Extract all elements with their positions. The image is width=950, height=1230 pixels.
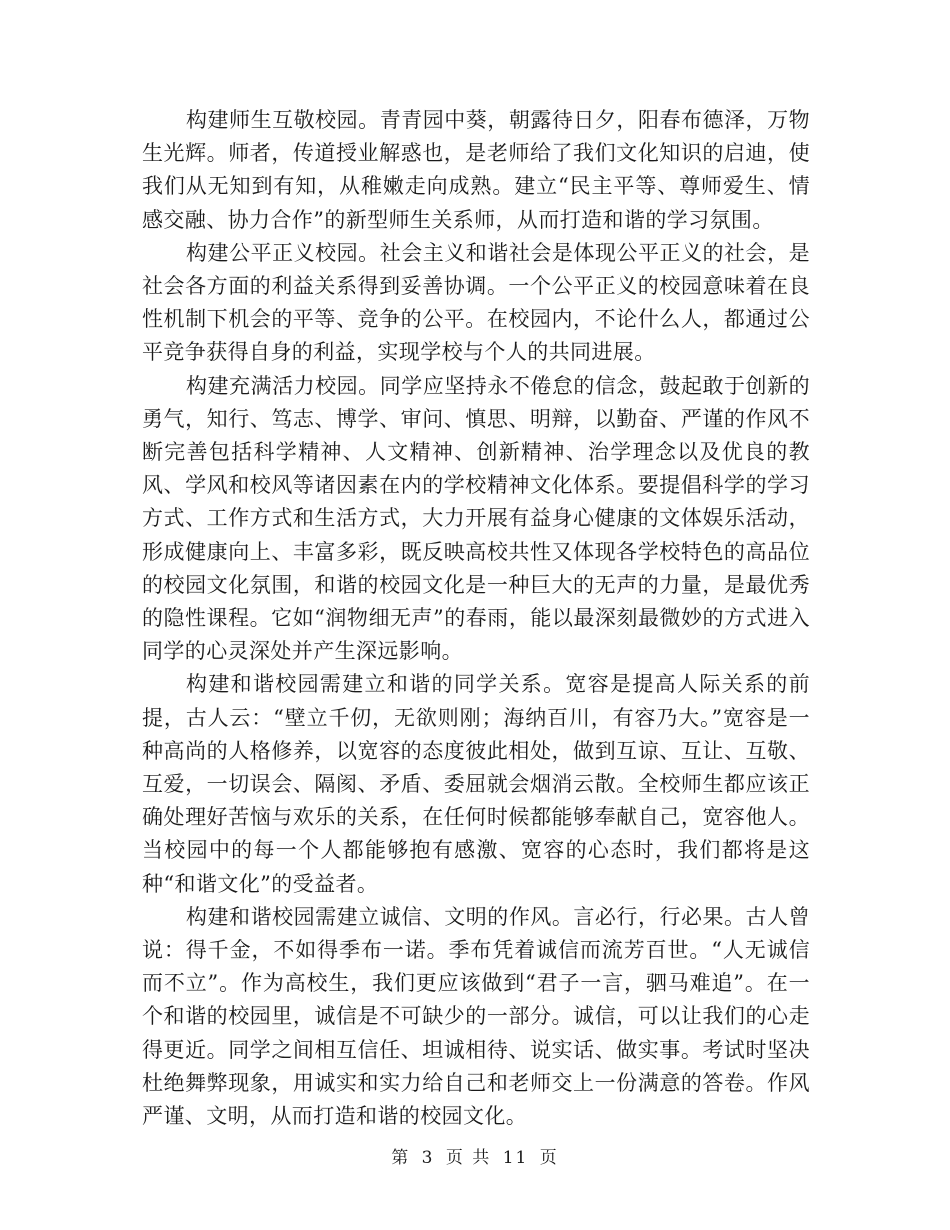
footer-prefix: 第 <box>391 1148 411 1168</box>
footer-middle: 页 共 <box>445 1148 492 1168</box>
footer-current-page: 3 <box>421 1148 435 1168</box>
footer-suffix: 页 <box>539 1148 559 1168</box>
paragraph-fairness: 构建公平正义校园。社会主义和谐社会是体现公平正义的社会，是社会各方面的利益关系得到妥善协调。一个公平正义的校园意味着在良性机制下机会的平等、竞争的公平。在校园内，不论什么人，都通过公平竞争获得自身的利益，实现学校与个人的共同进展。 <box>142 240 810 365</box>
paragraph-classmate-relations: 构建和谐校园需建立和谐的同学关系。宽容是提高人际关系的前提，古人云：“壁立千仞，无欲则刚；海纳百川，有容乃大。”宽容是一种高尚的人格修养，以宽容的态度彼此相处，做到互谅、互让、互敬、互爱，一切误会、隔阂、矛盾、委屈就会烟消云散。全校师生都应该正确处理好苦恼与欢乐的关系，在任何时候都能够奉献自己，宽容他人。当校园中的每一个人都能够抱有感激、宽容的心态时，我们都将是这种“和谐文化”的受益者。 <box>142 672 810 896</box>
paragraph-teacher-student: 构建师生互敬校园。青青园中葵，朝露待日夕，阳春布德泽，万物生光辉。师者，传道授业解惑也，是老师给了我们文化知识的启迪，使我们从无知到有知，从稚嫩走向成熟。建立“民主平等、尊师爱生、情感交融、协力合作”的新型师生关系师，从而打造和谐的学习氛围。 <box>142 108 810 232</box>
paragraph-vitality: 构建充满活力校园。同学应坚持永不倦怠的信念，鼓起敢于创新的勇气，知行、笃志、博学、审问、慎思、明辩，以勤奋、严谨的作风不断完善包括科学精神、人文精神、创新精神、治学理念以及优良的教风、学风和校风等诸因素在内的学校精神文化体系。要提倡科学的学习方式、工作方式和生活方式，大力开展有益身心健康的文体娱乐活动，形成健康向上、丰富多彩，既反映高校共性又体现各学校特色的高品位的校园文化氛围，和谐的校园文化是一种巨大的无声的力量，是最优秀的隐性课程。它如“润物细无声”的春雨，能以最深刻最微妙的方式进入同学的心灵深处并产生深远影响。 <box>142 373 810 664</box>
page-footer <box>0 1146 950 1170</box>
paragraph-integrity: 构建和谐校园需建立诚信、文明的作风。言必行，行必果。古人曾说：得千金，不如得季布一诺。季布凭着诚信而流芳百世。“人无诚信而不立”。作为高校生，我们更应该做到“君子一言，驷马难追”。在一个和谐的校园里，诚信是不可缺少的一部分。诚信，可以让我们的心走得更近。同学之间相互信任、坦诚相待、说实话、做实事。考试时坚决杜绝舞弊现象，用诚实和实力给自己和老师交上一份满意的答卷。作风严谨、文明，从而打造和谐的校园文化。 <box>142 904 810 1129</box>
document-body <box>142 104 810 1133</box>
footer-total-pages: 11 <box>502 1148 529 1168</box>
